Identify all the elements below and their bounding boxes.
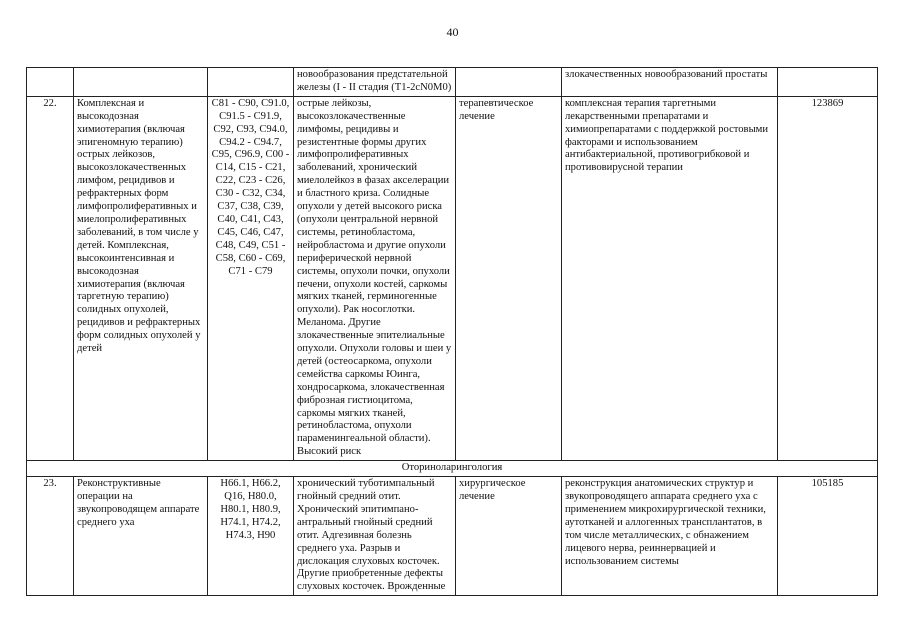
- standard-cost: 123869: [778, 96, 878, 460]
- care-type-name: Комплексная и высокодозная химиотерапия (включая эпигеномную терапию) острых лейкозов, высокозлокачественных лимфом, рецидивов и рефрактерных форм лимфопролиферативных и миелопролиферативных заболеваний, в том числе у детей. Комплексная, высокоинтенсивная и высокодозная химиотерапия (включая таргетную терапию) солидных опухолей, рецидивов и рефрактерных форм солидных опухолей у детей: [74, 96, 208, 460]
- section-row: [27, 461, 878, 477]
- table-row-22: [27, 96, 878, 460]
- patient-model: хронический туботимпальный гнойный средний отит. Хронический эпитимпано-антральный гнойный средний отит. Адгезивная болезнь среднего уха. Разрыв и дислокация слуховых косточек. Другие приобретенные дефекты слуховых косточек. Врожденные: [294, 477, 456, 596]
- standard-cost: 105185: [778, 477, 878, 596]
- table-row-continuation: [27, 68, 878, 97]
- patient-model: новообразования предстательной железы (I - II стадия (T1-2cN0M0): [294, 68, 456, 97]
- treatment-type: [456, 68, 562, 97]
- standard-cost: [778, 68, 878, 97]
- care-type-name: Реконструктивные операции на звукопроводящем аппарате среднего уха: [74, 477, 208, 596]
- treatment-method: реконструкция анатомических структур и звукопроводящего аппарата среднего уха с применением микрохирургической техники, аутотканей и аллогенных трансплантатов, в том числе металлических, с обнажением лицевого нерва, реиннервацией и использованием системы: [562, 477, 778, 596]
- care-type-name: [74, 68, 208, 97]
- row-number: [27, 68, 74, 97]
- row-number: 22.: [27, 96, 74, 460]
- section-title: Оториноларингология: [27, 461, 878, 477]
- treatment-type: терапевтическое лечение: [456, 96, 562, 460]
- row-number: 23.: [27, 477, 74, 596]
- treatment-type: хирургическое лечение: [456, 477, 562, 596]
- page-number: 40: [446, 25, 459, 39]
- icd-codes: [208, 68, 294, 97]
- table-row-23: [27, 477, 878, 596]
- icd-codes: H66.1, H66.2, Q16, H80.0, H80.1, H80.9, H74.1, H74.2, H74.3, H90: [208, 477, 294, 596]
- vmp-table: [26, 67, 878, 596]
- icd-codes: C81 - C90, C91.0, C91.5 - C91.9, C92, C93, C94.0, C94.2 - C94.7, C95, C96.9, C00 - C14, C15 - C21, C22, C23 - C26, C30 - C32, C34, C37, C38, C39, C40, C41, C43, C45, C46, C47, C48, C49, C51 - C58, C60 - C69, C71 - C79: [208, 96, 294, 460]
- patient-model: острые лейкозы, высокозлокачественные лимфомы, рецидивы и резистентные формы других лимфопролиферативных заболеваний, хронический миелолейкоз в фазах акселерации и бластного криза. Солидные опухоли у детей высокого риска (опухоли центральной нервной системы, ретинобластома, нейробластома и другие опухоли периферической нервной системы, опухоли почки, опухоли печени, опухоли костей, саркомы мягких тканей, герминогенные опухоли). Рак носоглотки. Меланома. Другие злокачественные эпителиальные опухоли. Опухоли головы и шеи у детей (остеосаркома, опухоли семейства саркомы Юинга, хондросаркома, злокачественная фиброзная гистиоцитома, саркомы мягких тканей, ретинобластома, опухоли параменингеальной области). Высокий риск: [294, 96, 456, 460]
- treatment-method: злокачественных новообразований простаты: [562, 68, 778, 97]
- treatment-method: комплексная терапия таргетными лекарственными препаратами и химиопрепаратами с поддержкой ростовыми факторами и использованием антибактериальной, противогрибковой и противовирусной терапии: [562, 96, 778, 460]
